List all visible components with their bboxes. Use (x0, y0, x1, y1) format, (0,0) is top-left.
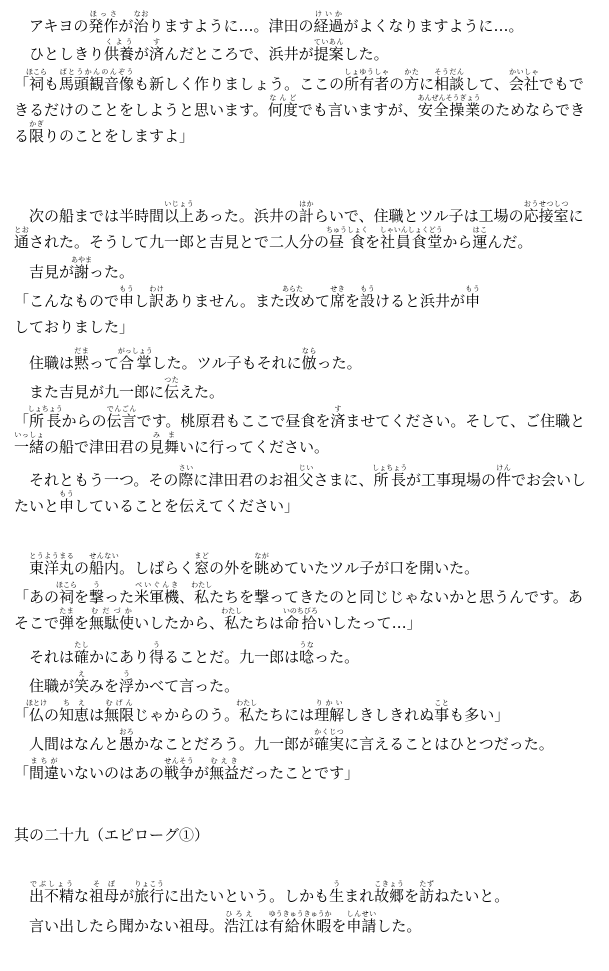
paragraph-director-message: 「所長しょちょうからの伝言でんごんです。桃原君もここで昼食を済すませてください。そして、ご住職と一緒いっしょの船で津田君の見舞みまいに行ってください。 (14, 405, 586, 456)
paragraph-human-foolishness: 人間はなんと愚おろかなことだろう。九一郎が確実かくじつに言えることはひとつだった。 (14, 728, 554, 753)
paragraph-priest-smile: 住職が笑えみを浮うかべて言った。 (14, 670, 240, 695)
paragraph-yoshimi-speech: 「こんなもので申もうし訳わけありません。また改あらためて席せきを設もうけると浜井が申もうしておりました」 (14, 285, 481, 336)
paragraph-war-futile: 「間違まちがいないのはあの戦争せんそうが無益むえきだったことです」 (14, 757, 360, 782)
paragraph-director-message-2: それともう一つ。その際さいに津田君のお祖父じいさまに、所長しょちょうが工事現場の件けんでお会いしたいと申もうしていることを伝えてください」 (14, 464, 587, 515)
paragraph-tsuruko-speech: 「あの祠ほこらを撃うった米軍機べいぐんき、私わたしたちを撃ってきたのと同じじゃないかと思うんです。あそこで弾たまを無駄使むだづかいしたから、私わたしたちは命拾いのちびろいしたって…」 (14, 581, 583, 632)
paragraph-touyoumaru: 東洋丸とうようまるの船内せんない。しばらく窓まどの外を眺ながめていたツル子が口を開いた。 (29, 552, 480, 577)
paragraph-proposal-intro: ひとしきり供養くようが済すんだところで、浜井が提案ていあんした。 (14, 38, 389, 63)
paragraph-hiroe-leave: 言い出したら聞かない祖母。浩江ひろえは有給休暇ゆうきゅうきゅうかを申請しんせいした。 (14, 910, 422, 935)
paragraph-message-intro: また吉見が九一郎に伝つたえた。 (14, 376, 225, 401)
paragraph-grandmother-trip: 出不精でぶしょうな祖母そぼが旅行りょこうに出たいという。しかも生うまれ故郷こきょうを訪たずねたいと。 (29, 880, 510, 905)
chapter-heading: 其の二十九（エピローグ①） (14, 826, 210, 844)
paragraph-hamai-speech: 「祠ほこらも馬頭観音像ばとうかんのんぞうも新しく作りましょう。ここの所有者しょゆうしゃの方かたに相談そうだんして、会社かいしゃでもできるだけのことをしようと思います。何度なんどでも言いますが、安全操業あんぜんそうぎょうのためならできる限かぎりのことをしますよ」 (14, 68, 585, 145)
paragraph-yoshimi-apology: 吉見が謝あやまった。 (14, 256, 135, 281)
paragraph-gassho: 住職は黙だまって合掌がっしょうした。ツル子もそれに倣ならった。 (14, 347, 362, 372)
paragraph-priest-speech: 「仏ほとけの知恵ちえは無限むげんじゃからのう。私わたしたちには理解りかいしきしきれぬ事ことも多い」 (14, 699, 510, 724)
paragraph-next-boat: 次の船までは半時間以上いじょうあった。浜井の計はからいで、住職とツル子は工場の応接室おうせつしつに通とおされた。そうして九一郎と吉見とで二人分の昼食ちゅうしょくを社員食堂しゃいんしょくどうから運はこんだ。 (14, 200, 584, 251)
paragraph-prayer: アキヨの発作ほっさが治なおりますように…。津田の経過けいかがよくなりますように…。 (14, 10, 524, 35)
paragraph-kuichiro-groan: それは確たしかにあり得うることだ。九一郎は唸うなった。 (14, 641, 360, 666)
